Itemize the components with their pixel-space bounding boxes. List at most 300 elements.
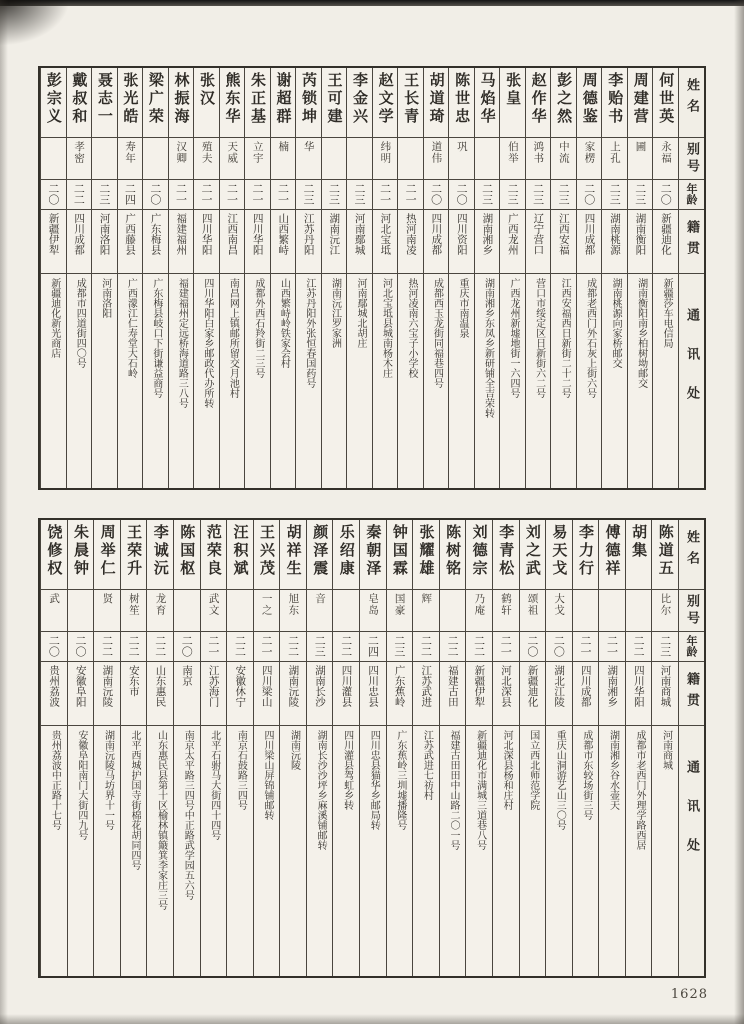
person-name: 傅德祥 <box>599 520 625 590</box>
person-native-place: 江苏丹阳 <box>296 210 321 274</box>
header-label-age: 年龄 <box>679 180 704 210</box>
person-alias: 立宇 <box>245 138 270 180</box>
person-name: 谢超群 <box>271 68 296 138</box>
person-name: 彭宗义 <box>41 68 66 138</box>
person-native-place: 山东惠民 <box>147 662 173 726</box>
person-alias: 汉卿 <box>169 138 194 180</box>
person-age: 二二 <box>440 632 466 662</box>
person-name: 胡集 <box>626 520 652 590</box>
person-address: 新疆莎车电信局 <box>661 278 673 348</box>
person-column <box>492 520 519 976</box>
person-name: 王兴茂 <box>254 520 280 590</box>
person-name: 张汉 <box>194 68 219 138</box>
person-address: 湖南湘乡谷水壶天 <box>607 730 619 810</box>
person-name: 梁广荣 <box>143 68 168 138</box>
person-native-place: 四川灌县 <box>333 662 359 726</box>
person-column <box>120 520 147 976</box>
person-age: 二二 <box>466 632 492 662</box>
person-name: 李金兴 <box>347 68 372 138</box>
person-address: 成都西玉龙街同福巷四号 <box>431 278 443 388</box>
person-column <box>359 520 386 976</box>
person-alias: 上孔 <box>602 138 627 180</box>
person-address: 河南商城 <box>660 730 672 770</box>
person-name: 胡道琦 <box>424 68 449 138</box>
person-alias: 树笙 <box>121 590 147 632</box>
scan-edge-right <box>734 0 744 1024</box>
person-alias: 旭东 <box>280 590 306 632</box>
person-name: 陈树铭 <box>440 520 466 590</box>
person-name: 何世英 <box>653 68 678 138</box>
header-label-native: 籍贯 <box>679 662 704 726</box>
person-alias <box>41 138 66 180</box>
person-native-place: 热河南凌 <box>398 210 423 274</box>
person-alias <box>227 590 253 632</box>
person-age: 二三 <box>500 180 525 210</box>
person-alias: 皂岛 <box>360 590 386 632</box>
person-native-place: 湖南长沙 <box>307 662 333 726</box>
person-age: 二三 <box>602 180 627 210</box>
person-name: 钟国霖 <box>387 520 413 590</box>
person-age: 二三 <box>628 180 653 210</box>
person-column <box>279 520 306 976</box>
person-native-place: 湖南湘乡 <box>475 210 500 274</box>
person-name: 王荣升 <box>121 520 147 590</box>
header-label-name: 姓名 <box>679 68 704 138</box>
person-age: 二二 <box>626 632 652 662</box>
person-address: 成都市老西门外理学路西居 <box>634 730 646 850</box>
person-native-place: 湖北江陵 <box>546 662 572 726</box>
person-name: 彭之然 <box>551 68 576 138</box>
person-name: 戴叔和 <box>67 68 92 138</box>
header-label-age: 年龄 <box>679 632 704 662</box>
person-age: 二〇 <box>68 632 94 662</box>
person-address: 南昌网上镇邮所留交月池村 <box>227 278 239 398</box>
person-address: 成都外西石羚街二三号 <box>252 278 264 378</box>
person-native-place: 江苏武进 <box>413 662 439 726</box>
person-address: 成都市东较场街三号 <box>580 730 592 820</box>
person-column <box>295 68 321 488</box>
person-address: 四川华阳白家乡邮政代办所转 <box>201 278 213 408</box>
person-column <box>168 68 194 488</box>
person-address: 广西濛江仁寿堂大石岭 <box>125 278 137 378</box>
person-name: 李贻书 <box>602 68 627 138</box>
person-native-place: 湖南桃源 <box>602 210 627 274</box>
person-address: 营口市绥定区日新街六二号 <box>533 278 545 398</box>
person-address: 湖南长沙沙坪乡麻溪铺邮转 <box>315 730 327 850</box>
person-address: 江西安福西日新街二十二号 <box>559 278 571 398</box>
person-address: 湖南沅陵马坊界十一号 <box>102 730 114 830</box>
person-age: 二一 <box>573 632 599 662</box>
person-age: 二三 <box>307 632 333 662</box>
person-alias <box>333 590 359 632</box>
person-address: 四川灌县驾虹乡转 <box>341 730 353 810</box>
person-native-place: 广东蕉岭 <box>387 662 413 726</box>
header-label-address: 通讯处 <box>684 308 699 425</box>
person-address: 四川梁山屏锦铺邮转 <box>261 730 273 820</box>
person-age: 二二 <box>94 632 120 662</box>
person-age: 二一 <box>254 632 280 662</box>
person-name: 乐绍康 <box>333 520 359 590</box>
person-name: 饶修权 <box>41 520 67 590</box>
person-native-place: 广西龙州 <box>500 210 525 274</box>
person-column <box>93 520 120 976</box>
person-address: 南京石鼓路三四号 <box>235 730 247 810</box>
person-alias <box>626 590 652 632</box>
person-native-place: 山西繁峙 <box>271 210 296 274</box>
person-address: 广东梅县岐口下街谦益商号 <box>150 278 162 398</box>
person-native-place: 湖南沅江 <box>322 210 347 274</box>
person-column <box>545 520 572 976</box>
header-label-alias: 别号 <box>679 590 704 632</box>
person-alias: 鹤轩 <box>493 590 519 632</box>
person-column <box>448 68 474 488</box>
person-address: 北平石驸马大街四十四号 <box>208 730 220 840</box>
person-native-place: 安东市 <box>121 662 147 726</box>
person-address: 江苏武进七祊村 <box>421 730 433 800</box>
person-alias: 音 <box>307 590 333 632</box>
person-column <box>200 520 227 976</box>
person-name: 李力行 <box>573 520 599 590</box>
directory-table-bottom <box>38 518 706 978</box>
person-column <box>146 520 173 976</box>
person-column <box>550 68 576 488</box>
person-native-place: 湖南湘乡 <box>599 662 625 726</box>
person-native-place: 新疆迪化 <box>653 210 678 274</box>
header-label-name: 姓名 <box>679 520 704 590</box>
person-alias: 比尔 <box>652 590 678 632</box>
person-name: 陈世忠 <box>449 68 474 138</box>
person-alias <box>398 138 423 180</box>
person-column <box>652 68 678 488</box>
person-alias <box>599 590 625 632</box>
person-address: 广东蕉岭三圳墟播隆号 <box>394 730 406 830</box>
person-alias: 大戈 <box>546 590 572 632</box>
person-age: 二一 <box>169 180 194 210</box>
person-name: 李诚沅 <box>147 520 173 590</box>
person-alias: 圃 <box>628 138 653 180</box>
person-name: 周德鉴 <box>577 68 602 138</box>
person-address: 江苏丹阳外张恒春国药号 <box>303 278 315 388</box>
person-name: 易天戈 <box>546 520 572 590</box>
person-native-place: 江西安福 <box>551 210 576 274</box>
person-column <box>306 520 333 976</box>
person-native-place: 四川成都 <box>424 210 449 274</box>
person-alias: 辉 <box>413 590 439 632</box>
person-column <box>270 68 296 488</box>
person-name: 李青松 <box>493 520 519 590</box>
person-address: 南京太平路三四号中正路武学园五六号 <box>182 730 194 900</box>
person-age: 二三 <box>92 180 117 210</box>
person-column <box>117 68 143 488</box>
person-alias: 永福 <box>653 138 678 180</box>
person-column <box>601 68 627 488</box>
person-address: 成都老西门外石灰上街六号 <box>584 278 596 398</box>
scan-edge-top <box>0 0 744 6</box>
person-alias: 伯举 <box>500 138 525 180</box>
person-age: 二一 <box>493 632 519 662</box>
page-number: 1628 <box>670 987 708 1002</box>
person-address: 热河凌南六宝子小学校 <box>405 278 417 378</box>
person-column <box>346 68 372 488</box>
person-age: 二四 <box>360 632 386 662</box>
person-native-place: 辽宁营口 <box>526 210 551 274</box>
person-address: 福建福州定远桥海道路三八号 <box>176 278 188 408</box>
person-native-place: 安徽阜阳 <box>68 662 94 726</box>
directory-table-top <box>38 66 706 490</box>
person-name: 张耀雄 <box>413 520 439 590</box>
person-alias: 孝密 <box>67 138 92 180</box>
person-age: 二一 <box>201 632 227 662</box>
person-address: 新疆迪化新光商店 <box>48 278 60 358</box>
person-column <box>625 520 652 976</box>
person-age: 二二 <box>227 632 253 662</box>
person-age: 二三 <box>475 180 500 210</box>
person-address: 湖南湘乡东凤乡新研铺全吉荣转 <box>482 278 494 418</box>
person-name: 张光皓 <box>118 68 143 138</box>
person-column <box>226 520 253 976</box>
person-age: 二一 <box>271 180 296 210</box>
person-address: 湖南桃源向家桥邮交 <box>610 278 622 368</box>
person-name: 汪积斌 <box>227 520 253 590</box>
person-alias <box>573 590 599 632</box>
person-name: 芮锁坤 <box>296 68 321 138</box>
person-alias: 鸿书 <box>526 138 551 180</box>
person-native-place: 四川成都 <box>67 210 92 274</box>
person-native-place: 江苏海门 <box>201 662 227 726</box>
person-name: 赵文学 <box>373 68 398 138</box>
person-column <box>423 68 449 488</box>
person-address: 北平西城护国寺街棉花胡同四号 <box>129 730 141 870</box>
person-native-place: 四川资阳 <box>449 210 474 274</box>
person-alias <box>143 138 168 180</box>
person-native-place: 安徽休宁 <box>227 662 253 726</box>
person-native-place: 河北宝坻 <box>373 210 398 274</box>
person-name: 陈国枢 <box>174 520 200 590</box>
person-alias <box>174 590 200 632</box>
person-age: 二三 <box>551 180 576 210</box>
header-label-address: 通讯处 <box>684 760 699 877</box>
person-native-place: 江西南昌 <box>220 210 245 274</box>
person-age: 二一 <box>599 632 625 662</box>
person-alias: 中流 <box>551 138 576 180</box>
person-name: 马焰华 <box>475 68 500 138</box>
person-alias: 颂祖 <box>520 590 546 632</box>
person-column <box>439 520 466 976</box>
person-native-place: 河北深县 <box>493 662 519 726</box>
person-name: 周举仁 <box>94 520 120 590</box>
person-native-place: 广东梅县 <box>143 210 168 274</box>
person-column <box>193 68 219 488</box>
person-age: 二四 <box>118 180 143 210</box>
person-age: 二一 <box>398 180 423 210</box>
person-address: 成都市四道街四〇号 <box>74 278 86 368</box>
person-address: 广西龙州新墟地街一六四号 <box>508 278 520 398</box>
person-native-place: 湖南衡阳 <box>628 210 653 274</box>
person-column <box>474 68 500 488</box>
person-name: 王可建 <box>322 68 347 138</box>
person-alias <box>68 590 94 632</box>
person-age: 二三 <box>322 180 347 210</box>
person-native-place: 新疆伊犁 <box>466 662 492 726</box>
person-alias: 武 <box>41 590 67 632</box>
person-name: 朱晨钟 <box>68 520 94 590</box>
person-column <box>525 68 551 488</box>
person-age: 二二 <box>413 632 439 662</box>
person-column <box>219 68 245 488</box>
person-column <box>321 68 347 488</box>
person-name: 秦朝泽 <box>360 520 386 590</box>
person-name: 张皇 <box>500 68 525 138</box>
person-column <box>332 520 359 976</box>
person-age: 二〇 <box>577 180 602 210</box>
person-name: 熊东华 <box>220 68 245 138</box>
person-alias: 道伟 <box>424 138 449 180</box>
person-column <box>465 520 492 976</box>
person-native-place: 四川华阳 <box>245 210 270 274</box>
person-age: 二〇 <box>41 632 67 662</box>
person-alias: 巩 <box>449 138 474 180</box>
person-age: 二二 <box>333 632 359 662</box>
person-age: 二二 <box>147 632 173 662</box>
person-native-place: 河南商城 <box>652 662 678 726</box>
person-native-place: 贵州荔波 <box>41 662 67 726</box>
person-age: 二一 <box>220 180 245 210</box>
person-column <box>519 520 546 976</box>
person-native-place: 福建古田 <box>440 662 466 726</box>
person-native-place: 河南鄢城 <box>347 210 372 274</box>
person-age: 二〇 <box>520 632 546 662</box>
person-alias: 贤 <box>94 590 120 632</box>
person-address: 湖南衡阳南乡柏树坳邮交 <box>635 278 647 388</box>
person-native-place: 湖南沅陵 <box>94 662 120 726</box>
person-alias: 华 <box>296 138 321 180</box>
person-native-place: 四川梁山 <box>254 662 280 726</box>
person-age: 二三 <box>296 180 321 210</box>
person-alias: 家楞 <box>577 138 602 180</box>
person-native-place: 新疆迪化 <box>520 662 546 726</box>
person-age: 二二 <box>280 632 306 662</box>
person-column <box>576 68 602 488</box>
person-name: 林振海 <box>169 68 194 138</box>
person-column <box>40 520 67 976</box>
person-address: 河南洛阳 <box>99 278 111 318</box>
person-age: 二一 <box>245 180 270 210</box>
person-column <box>244 68 270 488</box>
scan-edge-left <box>0 0 8 1024</box>
person-alias: 国豪 <box>387 590 413 632</box>
person-name: 赵作华 <box>526 68 551 138</box>
person-column <box>253 520 280 976</box>
person-age: 二一 <box>373 180 398 210</box>
person-name: 胡祥生 <box>280 520 306 590</box>
person-age: 二三 <box>387 632 413 662</box>
person-age: 二三 <box>347 180 372 210</box>
person-name: 王长青 <box>398 68 423 138</box>
person-column <box>40 68 66 488</box>
person-column <box>627 68 653 488</box>
person-alias <box>92 138 117 180</box>
scan-edge-bottom <box>0 1014 744 1024</box>
person-name: 聂志一 <box>92 68 117 138</box>
person-native-place: 四川成都 <box>577 210 602 274</box>
person-address: 河北宝坻县城南杨木庄 <box>380 278 392 378</box>
person-column <box>412 520 439 976</box>
person-column <box>372 68 398 488</box>
person-column <box>142 68 168 488</box>
person-age: 二〇 <box>143 180 168 210</box>
person-alias: 武文 <box>201 590 227 632</box>
person-name: 陈道五 <box>652 520 678 590</box>
person-native-place: 新疆伊犁 <box>41 210 66 274</box>
person-address: 河南鄢城北胡庄 <box>354 278 366 348</box>
person-age: 二〇 <box>546 632 572 662</box>
person-alias <box>347 138 372 180</box>
person-column <box>397 68 423 488</box>
person-alias: 龙育 <box>147 590 173 632</box>
person-native-place: 南京 <box>174 662 200 726</box>
person-column <box>386 520 413 976</box>
header-label-native: 籍贯 <box>679 210 704 274</box>
person-native-place: 福建福州 <box>169 210 194 274</box>
person-age: 二一 <box>194 180 219 210</box>
header-label-alias: 别号 <box>679 138 704 180</box>
person-age: 二〇 <box>174 632 200 662</box>
person-address: 山东惠民县第十区榆林镇簸箕李家庄三号 <box>155 730 167 910</box>
person-column <box>67 520 94 976</box>
person-column <box>651 520 678 976</box>
person-native-place: 四川忠县 <box>360 662 386 726</box>
person-alias: 乃庵 <box>466 590 492 632</box>
person-native-place: 河南洛阳 <box>92 210 117 274</box>
person-name: 刘之武 <box>520 520 546 590</box>
person-alias <box>440 590 466 632</box>
person-native-place: 广西藤县 <box>118 210 143 274</box>
person-address: 新疆迪化市满城三道巷八号 <box>474 730 486 850</box>
person-column <box>598 520 625 976</box>
person-name: 范荣良 <box>201 520 227 590</box>
person-age: 二〇 <box>653 180 678 210</box>
person-address: 四川忠县猫华乡邮局转 <box>368 730 380 830</box>
person-age: 二二 <box>121 632 147 662</box>
table-header-column <box>678 68 704 488</box>
person-native-place: 四川成都 <box>573 662 599 726</box>
person-alias: 殖夫 <box>194 138 219 180</box>
table-header-column <box>678 520 704 976</box>
person-age: 二〇 <box>41 180 66 210</box>
person-alias: 寿年 <box>118 138 143 180</box>
person-address: 山西繁峙岭铁家会村 <box>278 278 290 368</box>
person-age: 二二 <box>67 180 92 210</box>
person-age: 二三 <box>526 180 551 210</box>
person-address: 河北深县杨和庄村 <box>501 730 513 810</box>
person-age: 二三 <box>652 632 678 662</box>
person-address: 福建古田田中山路二〇一号 <box>447 730 459 850</box>
person-address: 重庆山洞游艺山三〇号 <box>554 730 566 830</box>
person-column <box>572 520 599 976</box>
person-native-place: 四川华阳 <box>626 662 652 726</box>
person-alias <box>475 138 500 180</box>
person-address: 湖南沅江罗家洲 <box>329 278 341 348</box>
scan-corner-shadow <box>0 0 70 46</box>
person-alias: 楠 <box>271 138 296 180</box>
person-alias: 纬明 <box>373 138 398 180</box>
person-alias: 一之 <box>254 590 280 632</box>
person-name: 刘德宗 <box>466 520 492 590</box>
person-name: 周建营 <box>628 68 653 138</box>
person-name: 颜泽震 <box>307 520 333 590</box>
person-column <box>91 68 117 488</box>
person-name: 朱正基 <box>245 68 270 138</box>
